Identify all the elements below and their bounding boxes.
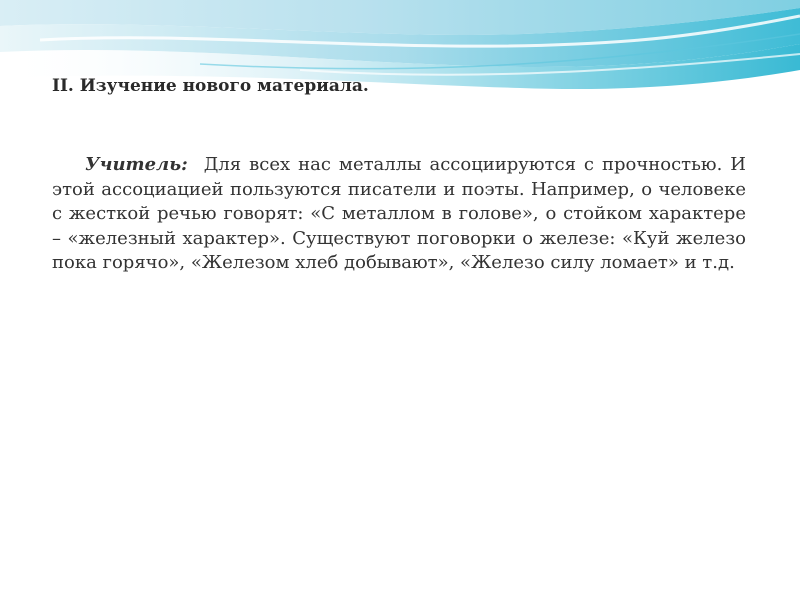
decorative-wave-header — [0, 0, 800, 120]
paragraph-text: Для всех нас металлы ассоциируются с прочностью. И этой ассоциацией пользуются писатели и поэты. Например, о человеке с жесткой речью говорят: «С металлом в голове», о стойком характере – «железный характер». Существуют поговорки о железе: «Куй железо пока горячо», «Железом хлеб добывают», «Железо силу ломает» и т.д. — [52, 154, 752, 273]
slide-body-paragraph — [52, 153, 752, 276]
speaker-label: Учитель: — [85, 154, 188, 175]
slide-heading: II. Изучение нового материала. — [52, 76, 369, 96]
